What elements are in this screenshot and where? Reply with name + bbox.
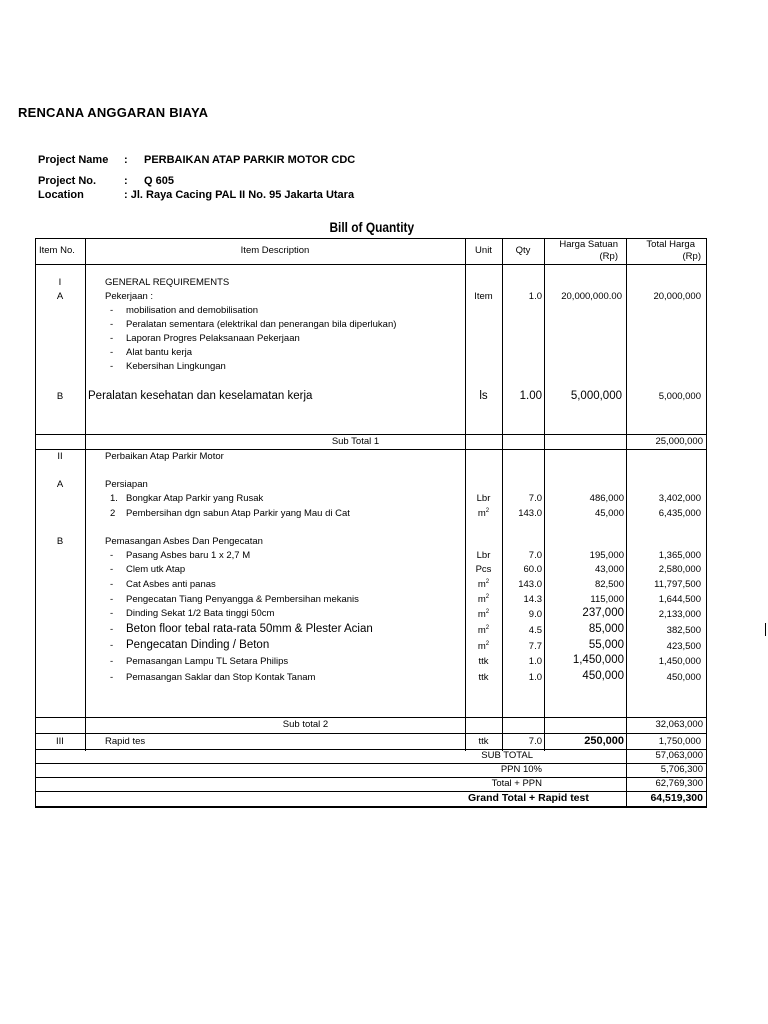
subtotal1-label: Sub Total 1 [331,436,380,447]
bullet-dash: - [110,656,114,667]
sec2-a-no: A [56,479,64,490]
subtotal2-label: Sub total 2 [282,719,329,730]
item-unit: $m^2$ [477,640,490,652]
item-price: 450,000 [582,670,624,682]
sec3-no: III [56,736,64,747]
item-total: 382,500 [666,625,701,636]
item-unit: ttk [478,656,489,667]
subtotal2-top [35,717,707,718]
header-total-1: Total Harga [646,239,695,250]
project-name-sep: : [124,154,128,166]
subtotal2-bottom [35,733,707,734]
item-total: 1,450,000 [658,656,701,667]
item-qty: 143.0 [518,508,542,519]
sec1-a-no: A [56,291,64,302]
bullet-dash: - [110,624,114,635]
item-desc: Pasang Asbes baru 1 x 2,7 M [126,550,251,561]
sec2-b-no: B [56,536,64,547]
item-qty: 143.0 [518,579,542,590]
item-total: 450,000 [666,672,701,683]
sec2-no: II [57,451,63,462]
sec1-a-price: 20,000,000.00 [561,291,622,302]
sum-ppn-label: PPN 10% [500,764,542,775]
location-label: Location [38,189,84,201]
sec1-b-no: B [56,391,64,402]
item-desc: Beton floor tebal rata-rata 50mm & Plester Acian [126,623,373,635]
bullet-dash: - [110,347,114,358]
project-name-value: PERBAIKAN ATAP PARKIR MOTOR CDC [144,154,356,166]
item-unit: Lbr [476,550,491,561]
item-qty: 1.0 [528,672,542,683]
item-price: 82,500 [594,579,624,590]
edge-mark [765,623,766,636]
item-unit: $m^2$ [477,624,490,636]
item-unit: $m^2$ [477,608,490,620]
item-desc: Pengecatan Tiang Penyangga & Pembersihan mekanis [126,594,359,605]
sum-subtotal-label: SUB TOTAL [481,750,533,761]
header-qty: Qty [515,245,531,256]
subtotal1-bottom [35,449,707,450]
header-total-2: (Rp) [682,251,701,262]
item-price: 55,000 [588,639,624,651]
grand-total-value: 64,519,300 [650,792,703,804]
item-qty: 7.0 [528,550,542,561]
bullet-dash: - [110,550,114,561]
project-name-label: Project Name [38,154,109,166]
item-unit: $m^2$ [477,593,490,605]
bullet-dash: - [110,594,114,605]
bullet-dash: - [110,608,114,619]
sec1-no: I [58,277,62,288]
item-price: 195,000 [589,550,624,561]
bullet-dash: - [110,361,114,372]
header-description: Item Description [240,245,310,256]
sec1-bullet: Peralatan sementara (elektrikal dan penerangan bila diperlukan) [126,319,397,330]
header-price-1: Harga Satuan [559,239,618,250]
header-item-no: Item No. [39,245,75,256]
sum-line-3 [35,791,707,792]
item-price: 45,000 [594,508,624,519]
item-total: 3,402,000 [658,493,701,504]
item-desc: Cat Asbes anti panas [126,579,216,590]
item-unit: $m^2$ [477,578,490,590]
item-price: 115,000 [590,594,624,605]
bullet-dash: - [110,333,114,344]
item-qty: 60.0 [523,564,542,575]
item-desc: Dinding Sekat 1/2 Bata tinggi 50cm [126,608,275,619]
item-desc: Bongkar Atap Parkir yang Rusak [126,493,264,504]
bullet-dash: - [110,564,114,575]
project-no-sep: : [124,175,128,187]
item-desc: Pemasangan Lampu TL Setara Philips [126,656,289,667]
item-total: 11,797,500 [654,579,701,590]
sec1-b-desc: Peralatan kesehatan dan keselamatan kerja [88,390,313,402]
bullet-dash: - [110,305,114,316]
item-qty: 7.0 [528,493,542,504]
project-no-value: Q 605 [144,175,174,187]
item-total: 1,644,500 [658,594,701,605]
sec3-desc: Rapid tes [105,736,146,747]
sum-subtotal-value: 57,063,000 [655,750,703,761]
item-qty: 9.0 [528,609,542,620]
sec2-a-title: Persiapan [105,479,148,490]
bullet-dash: - [110,640,114,651]
item-price: 1,450,000 [572,654,624,666]
item-price: 237,000 [582,607,624,619]
item-qty: 14.3 [523,594,542,605]
document-title: RENCANA ANGGARAN BIAYA [18,105,209,120]
header-price-2: (Rp) [599,251,618,262]
sum-ppn-value: 5,706,300 [660,764,703,775]
item-number: 2 [110,508,116,519]
item-total: 2,580,000 [658,564,701,575]
sec3-price: 250,000 [584,735,624,747]
sec1-a-qty: 1.0 [528,291,542,302]
subtotal1-value: 25,000,000 [655,436,703,447]
sec3-unit: ttk [478,736,489,747]
bullet-dash: - [110,672,114,683]
sec1-bullet: Alat bantu kerja [126,347,193,358]
bullet-dash: - [110,579,114,590]
sec2-b-title: Pemasangan Asbes Dan Pengecatan [105,536,263,547]
location-value: : Jl. Raya Cacing PAL II No. 95 Jakarta Utara [124,189,355,201]
sec2-title: Perbaikan Atap Parkir Motor [105,451,224,462]
item-total: 423,500 [666,641,701,652]
project-no-label: Project No. [38,175,97,187]
sec1-a-unit: Item [474,291,493,302]
item-desc: Pembersihan dgn sabun Atap Parkir yang Mau di Cat [126,508,350,519]
col-divider-item [85,238,86,751]
item-qty: 1.0 [528,656,542,667]
sec1-title: GENERAL REQUIREMENTS [105,277,230,288]
subtotal1-top [35,434,707,435]
item-qty: 7.7 [528,641,542,652]
item-unit: Lbr [476,493,491,504]
sec1-a-desc: Pekerjaan : [105,291,154,302]
sec3-total: 1,750,000 [658,736,701,747]
sec1-bullet: mobilisation and demobilisation [126,305,259,316]
item-price: 486,000 [589,493,624,504]
bullet-dash: - [110,319,114,330]
item-desc: Pemasangan Saklar dan Stop Kontak Tanam [126,672,316,683]
boq-title: Bill of Quantity [329,219,415,235]
subtotal2-value: 32,063,000 [655,719,703,730]
sum-total-ppn-label: Total + PPN [491,778,542,789]
item-price: 43,000 [594,564,624,575]
sec1-b-qty: 1.00 [519,390,542,402]
sum-total-ppn-value: 62,769,300 [655,778,703,789]
item-desc: Clem utk Atap [126,564,186,575]
sec1-a-total: 20,000,000 [653,291,701,302]
header-unit: Unit [475,245,492,256]
item-unit: $m^2$ [477,507,490,519]
sec1-b-total: 5,000,000 [658,391,701,402]
item-unit: Pcs [475,564,492,575]
sec1-b-price: 5,000,000 [570,390,622,402]
item-price: 85,000 [588,623,624,635]
item-number: 1. [110,493,118,504]
header-divider [35,264,707,265]
item-desc: Pengecatan Dinding / Beton [126,639,270,651]
sec1-b-unit: ls [479,390,488,402]
item-total: 6,435,000 [658,508,701,519]
item-qty: 4.5 [528,625,542,636]
sec1-bullet: Laporan Progres Pelaksanaan Pekerjaan [126,333,300,344]
grand-total-label: Grand Total + Rapid test [468,792,589,804]
item-unit: ttk [478,672,489,683]
item-total: 2,133,000 [658,609,701,620]
sec3-qty: 7.0 [528,736,542,747]
item-total: 1,365,000 [658,550,701,561]
sec1-bullet: Kebersihan Lingkungan [126,361,226,372]
